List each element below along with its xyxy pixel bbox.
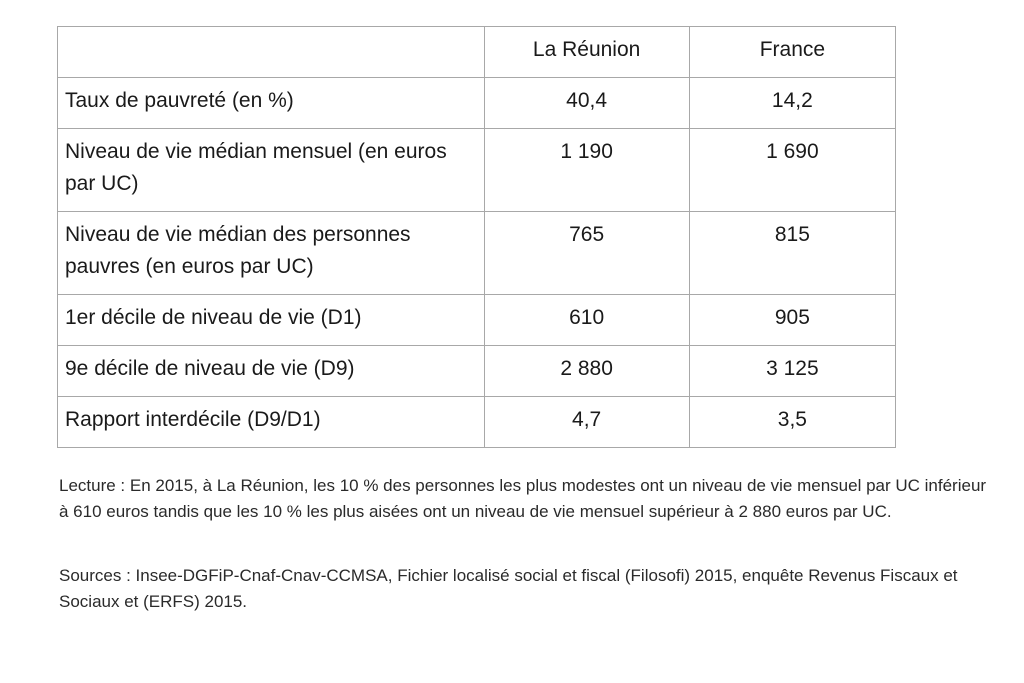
poverty-stats-table [57,26,896,448]
reunion-value: 1 190 [484,129,689,212]
france-value: 14,2 [689,78,895,129]
row-label: 9e décile de niveau de vie (D9) [58,346,485,397]
table-row [58,78,896,129]
france-value: 905 [689,295,895,346]
table-row [58,212,896,295]
lecture-note: Lecture : En 2015, à La Réunion, les 10 % des personnes les plus modestes ont un niveau de vie mensuel par UC inférieur à 610 euros tandis que les 10 % les plus aisées ont un niveau de vie mensuel supérieur à 2 880 euros par UC. [59,476,987,521]
france-value: 1 690 [689,129,895,212]
table-row [58,129,896,212]
reunion-value: 2 880 [484,346,689,397]
reunion-value: 40,4 [484,78,689,129]
table-header-row [58,27,896,78]
row-label: 1er décile de niveau de vie (D1) [58,295,485,346]
header-empty-cell [58,27,485,78]
header-la-reunion: La Réunion [484,27,689,78]
france-value: 815 [689,212,895,295]
table-row [58,346,896,397]
france-value: 3,5 [689,397,895,448]
row-label: Taux de pauvreté (en %) [58,78,485,129]
row-label: Rapport interdécile (D9/D1) [58,397,485,448]
reunion-value: 765 [484,212,689,295]
sources-note: Sources : Insee-DGFiP-Cnaf-Cnav-CCMSA, Fichier localisé social et fiscal (Filosofi) 2015, enquête Revenus Fiscaux et Sociaux et (ERFS) 2015. [59,566,958,611]
header-france: France [689,27,895,78]
table-row [58,397,896,448]
france-value: 3 125 [689,346,895,397]
row-label: Niveau de vie médian mensuel (en euros par UC) [58,129,485,212]
reunion-value: 4,7 [484,397,689,448]
reunion-value: 610 [484,295,689,346]
row-label: Niveau de vie médian des personnes pauvres (en euros par UC) [58,212,485,295]
table-row [58,295,896,346]
